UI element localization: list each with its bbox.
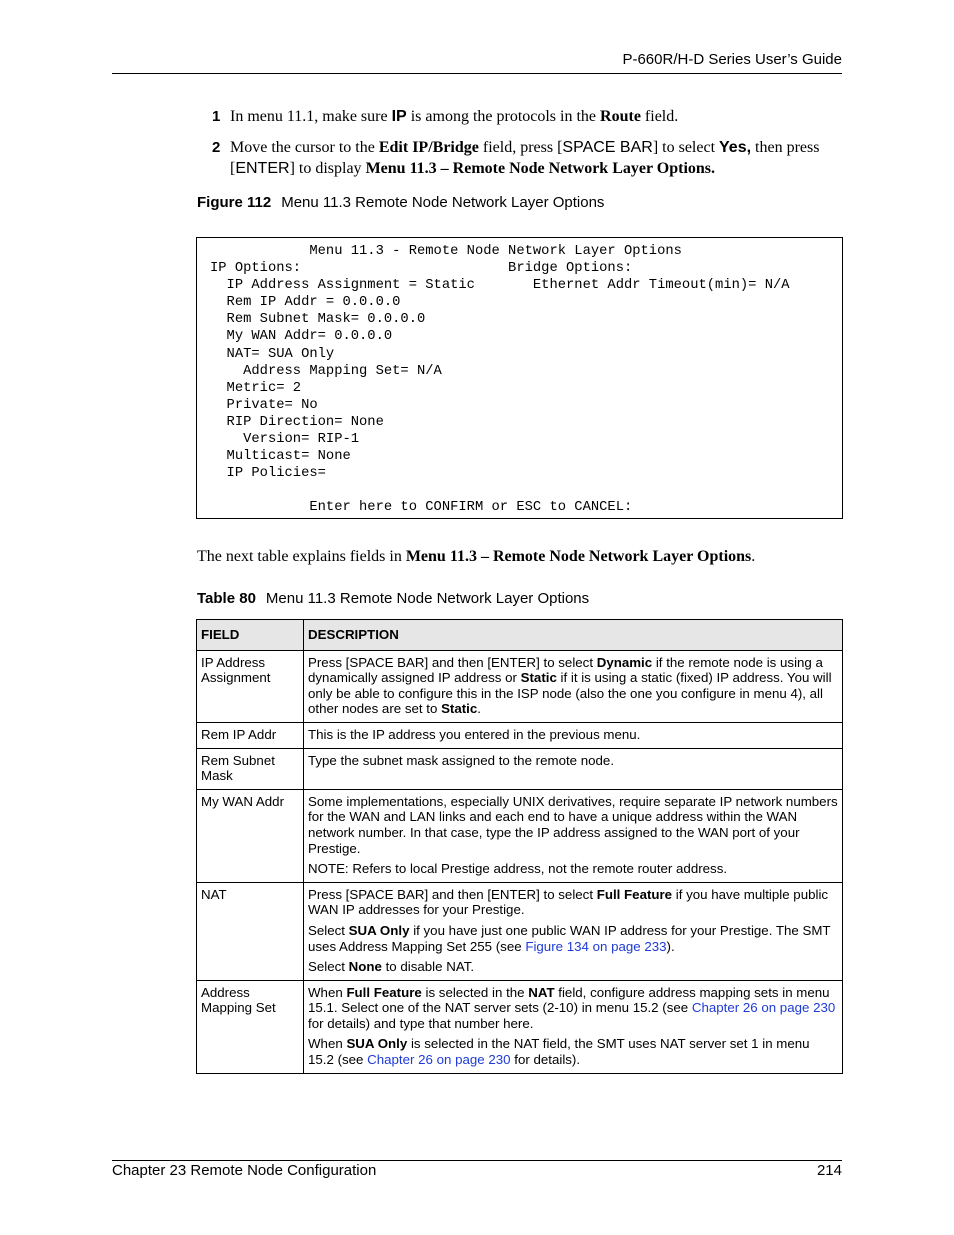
figure-caption bbox=[197, 194, 604, 211]
bold-run: Edit IP/Bridge bbox=[378, 139, 479, 156]
text-run: In menu 11.1, make sure bbox=[230, 108, 392, 125]
text-run: Press [SPACE BAR] and then [ENTER] to select bbox=[308, 654, 597, 670]
step-text bbox=[230, 137, 850, 179]
smt-menu-screen bbox=[196, 237, 843, 519]
bold-run: IP bbox=[391, 108, 407, 125]
text-run: The next table explains fields in bbox=[197, 548, 406, 565]
key-run: ENTER bbox=[235, 160, 290, 177]
step-number: 2 bbox=[212, 139, 221, 156]
footer-chapter: Chapter 23 Remote Node Configuration bbox=[112, 1162, 377, 1179]
text-run: if the remote node is using a dynamically assigned IP address or bbox=[308, 654, 823, 686]
figure-label: Figure 112 bbox=[197, 194, 272, 211]
text-run: Move the cursor to the bbox=[230, 139, 379, 156]
text-run: for details). bbox=[510, 1052, 581, 1068]
bold-run: Yes, bbox=[719, 139, 752, 156]
footer-rule bbox=[112, 1160, 842, 1161]
bold-run: SUA Only bbox=[348, 922, 410, 938]
description-paragraph bbox=[308, 985, 838, 1032]
key-run: SPACE BAR bbox=[562, 139, 653, 156]
bold-run: Full Feature bbox=[346, 984, 422, 1000]
table-title: Menu 11.3 Remote Node Network Layer Options bbox=[265, 590, 590, 607]
table-row bbox=[197, 882, 843, 980]
text-run: if you have just one public WAN IP address for your Prestige. The SMT uses Address Mapping Set 255 (see bbox=[308, 922, 831, 954]
bold-run: Full Feature bbox=[596, 886, 673, 902]
text-run: ] to display bbox=[289, 160, 366, 177]
text-run: if it is using a static (fixed) IP address. You will only be able to configure this in the ISP node (also the one you configure in menu 4), all other nodes are set to bbox=[308, 670, 832, 717]
header-rule bbox=[112, 73, 842, 74]
field-table bbox=[196, 619, 843, 1074]
running-header: P-660R/H-D Series User’s Guide bbox=[622, 51, 842, 68]
field-description bbox=[304, 980, 843, 1073]
figure-title: Menu 11.3 Remote Node Network Layer Options bbox=[281, 194, 605, 211]
step-text bbox=[230, 106, 850, 127]
column-header-description: DESCRIPTION bbox=[304, 620, 843, 651]
text-run: . bbox=[751, 548, 756, 565]
text-run: Press [SPACE BAR] and then [ENTER] to select bbox=[308, 886, 597, 902]
table-row bbox=[197, 748, 843, 789]
step-number: 1 bbox=[212, 108, 221, 125]
text-run: field. bbox=[640, 108, 679, 125]
text-run: then press [ bbox=[230, 139, 820, 177]
text-run: When bbox=[308, 984, 347, 1000]
bold-run: NAT bbox=[528, 984, 555, 1000]
table-row bbox=[197, 980, 843, 1073]
bold-run: Static bbox=[441, 701, 478, 717]
text-run: Select bbox=[308, 922, 349, 938]
bold-run: Static bbox=[520, 670, 557, 686]
field-name: Rem IP Addr bbox=[197, 722, 304, 748]
text-run: . bbox=[477, 701, 481, 717]
table-caption bbox=[197, 590, 589, 607]
text-run: ). bbox=[666, 938, 675, 954]
table-row bbox=[197, 650, 843, 722]
cross-reference-link[interactable]: Chapter 26 on page 230 bbox=[691, 1000, 836, 1016]
smt-menu-text: Menu 11.3 - Remote Node Network Layer Options IP Options: Bridge Options: IP Address Assignment = Static Ethernet Addr Timeout(min)= N/A Rem IP Addr = 0.0.0.0 Rem Subnet Mask= 0.0.0.0 My WAN Addr= 0.0.0.0 NAT= SUA Only Address Mapping Set= N/A Metric= 2 Private= No RIP Direction= None Version= RIP-1 Multicast= None IP Policies= Enter here to CONFIRM or ESC to CANCEL: bbox=[210, 244, 790, 516]
field-name: My WAN Addr bbox=[197, 789, 304, 882]
bold-run: Menu 11.3 – Remote Node Network Layer Options. bbox=[365, 160, 716, 177]
description-note: NOTE: Refers to local Prestige address, not the remote router address. bbox=[308, 861, 728, 877]
description-paragraph bbox=[308, 1036, 838, 1067]
text-run: is among the protocols in the bbox=[406, 108, 601, 125]
field-name: Rem Subnet Mask bbox=[197, 748, 304, 789]
column-header-field: FIELD bbox=[197, 620, 304, 651]
bold-run: Menu 11.3 – Remote Node Network Layer Options bbox=[405, 548, 752, 565]
description-paragraph bbox=[308, 959, 838, 975]
text-run: When bbox=[308, 1036, 347, 1052]
field-name: IP Address Assignment bbox=[197, 650, 304, 722]
description-paragraph: Some implementations, especially UNIX derivatives, require separate IP network numbers for the WAN and LAN links and each end to have a unique address within the WAN network number. In that case, type the IP address assigned to the WAN port of your Prestige. bbox=[308, 793, 838, 856]
table-row bbox=[197, 722, 843, 748]
field-description bbox=[304, 650, 843, 722]
field-name: Address Mapping Set bbox=[197, 980, 304, 1073]
text-run: is selected in the NAT field, the SMT uses NAT server set 1 in menu 15.2 (see bbox=[308, 1036, 810, 1068]
field-description bbox=[304, 789, 843, 882]
text-run: ] to select bbox=[652, 139, 720, 156]
text-run: is selected in the bbox=[421, 984, 529, 1000]
field-name: NAT bbox=[197, 882, 304, 980]
text-run: field, press [ bbox=[478, 139, 563, 156]
text-run: for details) and type that number here. bbox=[308, 1015, 534, 1031]
text-run: to disable NAT. bbox=[381, 959, 475, 975]
table-header-row bbox=[197, 620, 843, 651]
bold-run: Route bbox=[600, 108, 641, 125]
field-description: This is the IP address you entered in the previous menu. bbox=[304, 722, 843, 748]
field-description: Type the subnet mask assigned to the remote node. bbox=[304, 748, 843, 789]
footer-page-number: 214 bbox=[816, 1162, 842, 1179]
intro-paragraph bbox=[197, 548, 755, 566]
table-label: Table 80 bbox=[197, 590, 256, 607]
field-description bbox=[304, 882, 843, 980]
cross-reference-link[interactable]: Figure 134 on page 233 bbox=[525, 938, 667, 954]
description-paragraph bbox=[308, 923, 838, 954]
text-run: field, configure address mapping sets in menu 15.1. Select one of the NAT server sets (2-10) in menu 15.2 (see bbox=[308, 984, 830, 1016]
bold-run: SUA Only bbox=[346, 1036, 408, 1052]
bold-run: None bbox=[348, 959, 382, 975]
bold-run: Dynamic bbox=[596, 654, 653, 670]
cross-reference-link[interactable]: Chapter 26 on page 230 bbox=[367, 1052, 511, 1068]
text-run: Select bbox=[308, 959, 349, 975]
description-paragraph bbox=[308, 887, 838, 918]
text-run: if you have multiple public WAN IP addresses for your Prestige. bbox=[308, 886, 829, 918]
table-row bbox=[197, 789, 843, 882]
